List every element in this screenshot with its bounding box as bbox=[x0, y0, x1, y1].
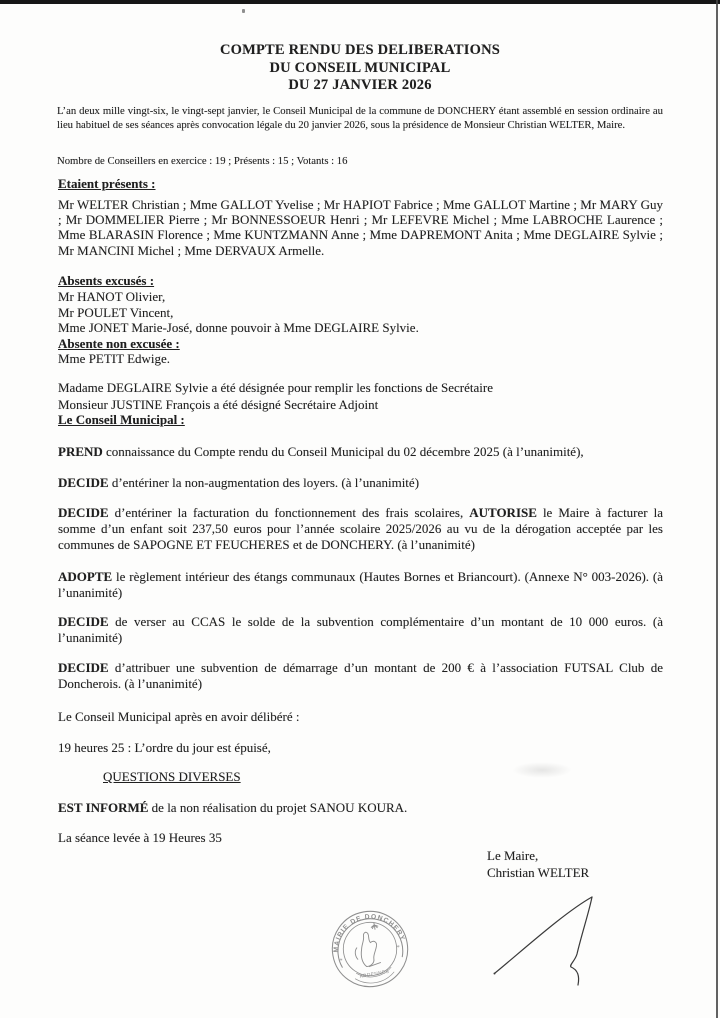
document-title bbox=[4, 42, 716, 95]
deliberated-line: Le Conseil Municipal après en avoir délibéré : bbox=[58, 709, 300, 724]
questions-diverses-heading: QUESTIONS DIVERSES bbox=[103, 769, 241, 784]
municipal-stamp bbox=[324, 903, 416, 995]
signature-block bbox=[487, 847, 707, 881]
scan-right-edge bbox=[716, 0, 718, 1018]
secretary-adjoint-line: Monsieur JUSTINE François a été désigné Secrétaire Adjoint bbox=[58, 397, 379, 412]
absent-line: Mr POULET Vincent, bbox=[58, 305, 174, 320]
mayor-role: Le Maire, bbox=[487, 848, 539, 863]
deliberation-paragraph: DECIDE de verser au CCAS le solde de la subvention complémentaire d’un montant de 10 000 euros. (à l’unanimité) bbox=[58, 614, 663, 645]
councillors-count-line: Nombre de Conseillers en exercice : 19 ; Présents : 15 ; Votants : 16 bbox=[57, 155, 348, 167]
mayor-signature bbox=[485, 878, 605, 993]
title-line-1: COMPTE RENDU DES DELIBERATIONS bbox=[219, 42, 501, 58]
svg-text:MAIRIE DE DONCHERY bbox=[327, 908, 406, 954]
title-line-2: DU CONSEIL MUNICIPAL bbox=[269, 59, 451, 76]
stamp-bottom-text: ARDENNES bbox=[359, 969, 390, 980]
deliberation-paragraph: DECIDE d’attribuer une subvention de démarrage d’un montant de 200 € à l’association FUTSAL Club de Doncherois. (à l’unanimité) bbox=[58, 660, 663, 691]
absente-heading: Absente non excusée : bbox=[58, 336, 180, 351]
scan-top-edge bbox=[0, 0, 720, 4]
stamp-star-right-icon: * bbox=[396, 944, 401, 952]
absent-line: Mme JONET Marie-José, donne pouvoir à Mme DEGLAIRE Sylvie. bbox=[58, 320, 419, 335]
scan-smudge bbox=[512, 762, 572, 778]
council-heading: Le Conseil Municipal : bbox=[58, 412, 185, 427]
deliberation-paragraph: DECIDE d’entériner la non-augmentation des loyers. (à l’unanimité) bbox=[58, 475, 420, 490]
absent-line: Mr HANOT Olivier, bbox=[58, 289, 166, 304]
deliberation-paragraph: DECIDE d’entériner la facturation du fonctionnement des frais scolaires, AUTORISE le Maire à facturer la somme d’un enfant soit 237,50 euros pour l’année scolaire 2025/2026 au vu de la dérogation acceptée par les communes de SAPOGNE ET FEUCHERES et de DONCHERY. (à l’unanimité) bbox=[58, 505, 664, 552]
absents-heading: Absents excusés : bbox=[58, 273, 155, 288]
stamp-coat-of-arms-icon bbox=[351, 922, 385, 968]
present-heading: Etaient présents : bbox=[58, 176, 156, 191]
deliberation-paragraph: PREND connaissance du Compte rendu du Conseil Municipal du 02 décembre 2025 (à l’unanimité), bbox=[58, 444, 584, 459]
title-line-3: DU 27 JANVIER 2026 bbox=[288, 77, 432, 93]
secretary-line: Madame DEGLAIRE Sylvie a été désignée pour remplir les fonctions de Secrétaire bbox=[58, 380, 493, 395]
intro-paragraph: L’an deux mille vingt-six, le vingt-sept janvier, le Conseil Municipal de la commune de DONCHERY étant assemblé en session ordinaire au lieu habituel de ses séances après convocation légale du 20 janvier 2026, sous la présidence de Monsieur Christian WELTER, Maire. bbox=[57, 105, 663, 131]
absente-line: Mme PETIT Edwige. bbox=[58, 351, 171, 366]
stamp-top-text: MAIRIE DE DONCHERY bbox=[332, 913, 407, 953]
agenda-exhausted-line: 19 heures 25 : L’ordre du jour est épuisé, bbox=[58, 740, 271, 755]
informed-line: EST INFORMÉ de la non réalisation du projet SANOU KOURA. bbox=[58, 800, 408, 815]
session-adjourned-line: La séance levée à 19 Heures 35 bbox=[58, 830, 222, 845]
deliberation-paragraph: ADOPTE le règlement intérieur des étangs communaux (Hautes Bornes et Briancourt). (Annexe N° 003-2026). (à l’unanimité) bbox=[58, 569, 663, 600]
stamp-star-left-icon: * bbox=[339, 957, 344, 965]
scan-speck bbox=[242, 9, 245, 13]
mayor-name: Christian WELTER bbox=[487, 865, 590, 880]
present-names: Mr WELTER Christian ; Mme GALLOT Yvelise ; Mr HAPIOT Fabrice ; Mme GALLOT Martine ; Mr MARY Guy ; Mr DOMMELIER Pierre ; Mr BONNESSOEUR Henri ; Mr LEFEVRE Michel ; Mme LABROCHE Laurence ; Mme BLARASIN Florence ; Mme KUNTZMANN Anne ; Mme DAPREMONT Anita ; Mme DEGLAIRE Sylvie ; Mr MANCINI Michel ; Mme DERVAUX Armelle. bbox=[58, 197, 663, 258]
